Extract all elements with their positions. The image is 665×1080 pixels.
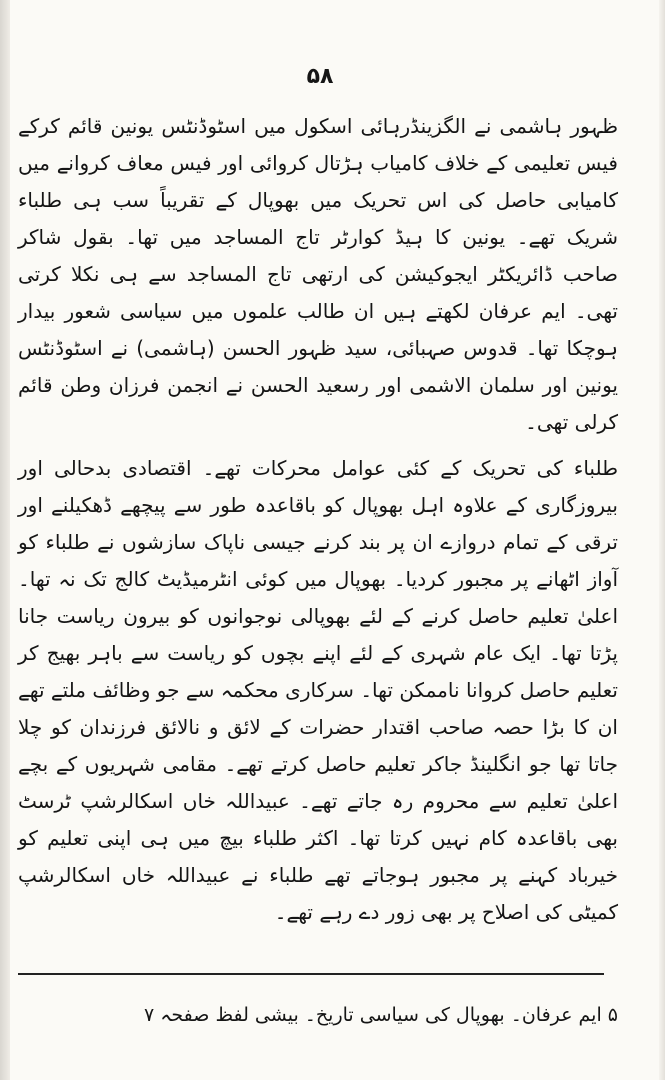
page-number: ۵۸: [306, 64, 334, 89]
footnote-divider: [18, 973, 604, 975]
paragraph: طلباء کی تحریک کے کئی عوامل محرکات تھے۔ اقتصادی بدحالی اور بیروزگاری کے علاوہ اہل بھوپال کو باقاعدہ طور سے پیچھے ڈھکیلنے اور ترقی کے تمام دروازے ان پر بند کرنے جیسی ناپاک سازشوں نے طلباء کو آواز اٹھانے پر مجبور کردیا۔ بھوپال میں کوئی انٹرمیڈیٹ کالج تک نہ تھا۔ اعلیٰ تعلیم حاصل کرنے کے لئے بھوپالی نوجوانوں کو بیرون ریاست جانا پڑتا تھا۔ ایک عام شہری کے لئے اپنے بچوں کو ریاست سے باہر بھیج کر تعلیم حاصل کروانا ناممکن تھا۔ سرکاری محکمہ سے جو وظائف ملتے تھے ان کا بڑا حصہ صاحب اقتدار حضرات کے لائق و نالائق فرزندان کو چلا جاتا تھا جو انگلینڈ جاکر تعلیم حاصل کرتے تھے۔ مقامی شہریوں کے بچے اعلیٰ تعلیم سے محروم رہ جاتے تھے۔ عبیداللہ خاں اسکالرشپ ٹرسٹ بھی باقاعدہ کام نہیں کرتا تھا۔ اکثر طلباء بیچ میں ہی اپنی تعلیم کو خیرباد کہنے پر مجبور ہوجاتے تھے طلباء نے عبیداللہ خاں اسکالرشپ کمیٹی کی اصلاح پر بھی زور دے رہے تھے۔: [18, 456, 618, 924]
page-right-edge: [659, 0, 665, 1080]
body-text: [18, 108, 618, 931]
footnote: ۵ ایم عرفان۔ بھوپال کی سیاسی تاریخ۔ بیشی لفظ صفحہ ۷: [144, 1004, 618, 1026]
page-left-edge: [0, 0, 10, 1080]
paragraph: ظہور ہاشمی نے الگزینڈرہائی اسکول میں اسٹوڈنٹس یونین قائم کرکے فیس تعلیمی کے خلاف کامیاب ہڑتال کروائی اور فیس معاف کروانے میں کامیابی حاصل کی اس تحریک میں بھوپال کے تقریباً سب ہی طلباء شریک تھے۔ یونین کا ہیڈ کوارٹر تاج المساجد میں تھا۔ بقول شاکر صاحب ڈائریکٹر ایجوکیشن کی ارتھی تاج المساجد سے ہی نکلا کرتی تھی۔ ایم عرفان لکھتے ہیں ان طالب علموں میں سیاسی شعور بیدار ہوچکا تھا۔ قدوس صہبائی، سید ظہور الحسن (ہاشمی) نے اسٹوڈنٹس یونین اور سلمان الاشمی اور رسعید الحسن نے انجمن فرزان وطن قائم کرلی تھی۔: [18, 114, 618, 434]
